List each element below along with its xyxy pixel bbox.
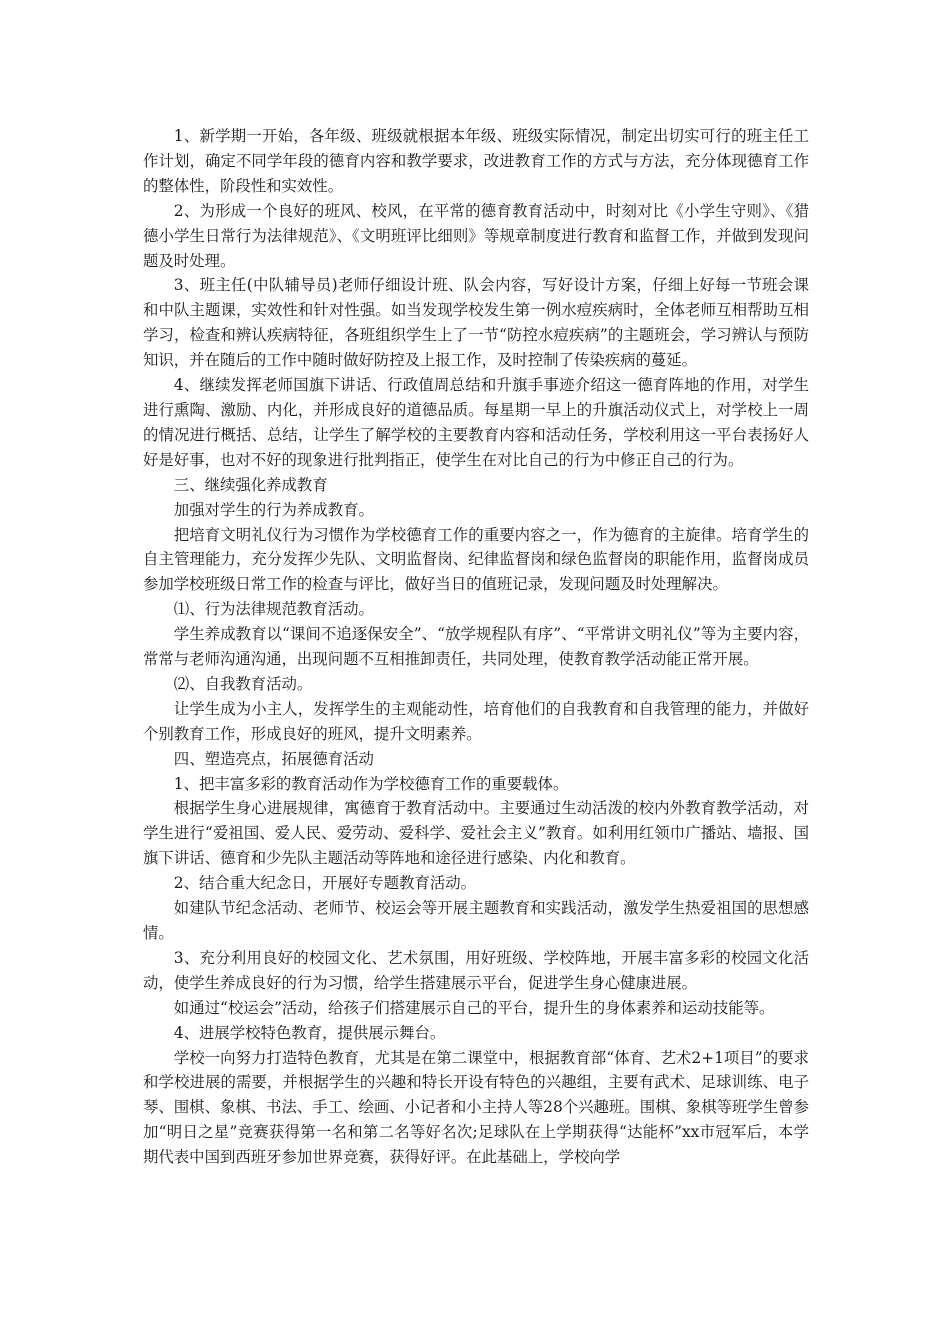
paragraph-item-campus-culture: 3、充分利用良好的校园文化、艺术氛围，用好班级、学校阵地，开展丰富多彩的校园文化活动，使学生养成良好的行为习惯，给学生搭建展示平台，促进学生身心健康进展。 (143, 948, 809, 992)
paragraph-item-2: 2、为形成一个良好的班风、校风，在平常的德育教育活动中，时刻对比《小学生守则》、《猎德小学生日常行为法律规范》、《文明班评比细则》等规章制度进行教育和监督工作，并做到发现问题及时处理。 (143, 201, 809, 270)
paragraph-sports-meet: 如通过“校运会”活动，给孩子们搭建展示自己的平台，提升生的身体素养和运动技能等。 (173, 998, 775, 1017)
paragraph-item-anniversary: 2、结合重大纪念日，开展好专题教育活动。 (173, 874, 477, 893)
subheading-norms-activity: ⑴、行为法律规范教育活动。 (173, 600, 374, 619)
subheading-self-education: ⑵、自我教育活动。 (173, 674, 313, 693)
paragraph-flag-speech: 4、继续发挥老师国旗下讲话、行政值周总结和升旗手事迹介绍这一德育阵地的作用，对学生进行熏陶、激励、内化，并形成良好的道德品质。每星期一早上的升旗活动仪式上，对学校上一周的情况进行概括、总结，让学生了解学校的主要教育内容和活动任务，学校利用这一平台表扬好人好是好事，也对不好的现象进行批判指正，使学生在对比自己的行为中修正自己的行为。 (143, 376, 809, 469)
paragraph-anniversary-detail: 如建队节纪念活动、老师节、校运会等开展主题教育和实践活动，激发学生热爱祖国的思想感情。 (143, 899, 809, 942)
paragraph-behavior-intro: 加强对学生的行为养成教育。 (173, 500, 374, 519)
paragraph-item-activities: 1、把丰富多彩的教育活动作为学校德育工作的重要载体。 (173, 774, 569, 793)
paragraph-norms-content: 学生养成教育以“课间不追逐保安全”、“放学规程队有序”、“平常讲文明礼仪”等为主要内容，常常与老师沟通沟通，出现问题不互相推卸责任，共同处理，使教育教学活动能正常开展。 (143, 625, 809, 669)
paragraph-interest-groups: 学校一向努力打造特色教育，尤其是在第二课堂中，根据教育部“体育、艺术2+1项目”的要求和学校进展的需要，并根据学生的兴趣和特长开设有特色的兴趣组，主要有武术、足球训练、电子琴、围棋、象棋、书法、手工、绘画、小记者和小主持人等28个兴趣班。围棋、象棋等班学生曾参加“明日之星”竞赛获得第一名和第二名等好名次;足球队在上学期获得“达能杯”xx市冠军后，本学期代表中国到西班牙参加世界竞赛，获得好评。在此基础上，学校向学 (143, 1048, 809, 1167)
document-body (143, 124, 809, 1170)
paragraph-class-meeting: 3、班主任(中队辅导员)老师仔细设计班、队会内容，写好设计方案，仔细上好每一节班会课和中队主题课，实效性和针对性强。如当发现学校发生第一例水痘疾病时，全体老师互相帮助互相学习，检查和辨认疾病特征，各班组织学生上了一节“防控水痘疾病”的主题班会，学习辨认与预防知识，并在随后的工作中随时做好防控及上报工作，及时控制了传染疾病的蔓延。 (143, 276, 809, 370)
paragraph-item-special-education: 4、进展学校特色教育，提供展示舞台。 (173, 1023, 446, 1042)
section-heading-3: 三、继续强化养成教育 (173, 475, 328, 494)
paragraph-etiquette: 把培育文明礼仪行为习惯作为学校德育工作的重要内容之一，作为德育的主旋律。培育学生的自主管理能力，充分发挥少先队、文明监督岗、纪律监督岗和绿色监督岗的职能作用，监督岗成员参加学校班级日常工作的检查与评比，做好当日的值班记录，发现问题及时处理解决。 (143, 525, 809, 594)
section-heading-4: 四、塑造亮点，拓展德育活动 (173, 749, 374, 768)
paragraph-moral-activities: 根据学生身心进展规律，寓德育于教育活动中。主要通过生动活泼的校内外教育教学活动，对学生进行“爱祖国、爱人民、爱劳动、爱科学、爱社会主义”教育。如利用红领巾广播站、墙报、国旗下讲话、德育和少先队主题活动等阵地和途径进行感染、内化和教育。 (143, 799, 809, 868)
paragraph-item-1: 1、新学期一开始，各年级、班级就根据本年级、班级实际情况，制定出切实可行的班主任工作计划，确定不同学年段的德育内容和教学要求，改进教育工作的方式与方法，充分体现德育工作的整体性，阶段性和实效性。 (143, 127, 809, 195)
paragraph-self-education: 让学生成为小主人，发挥学生的主观能动性，培育他们的自我教育和自我管理的能力，并做好个别教育工作，形成良好的班风，提升文明素养。 (143, 699, 809, 743)
